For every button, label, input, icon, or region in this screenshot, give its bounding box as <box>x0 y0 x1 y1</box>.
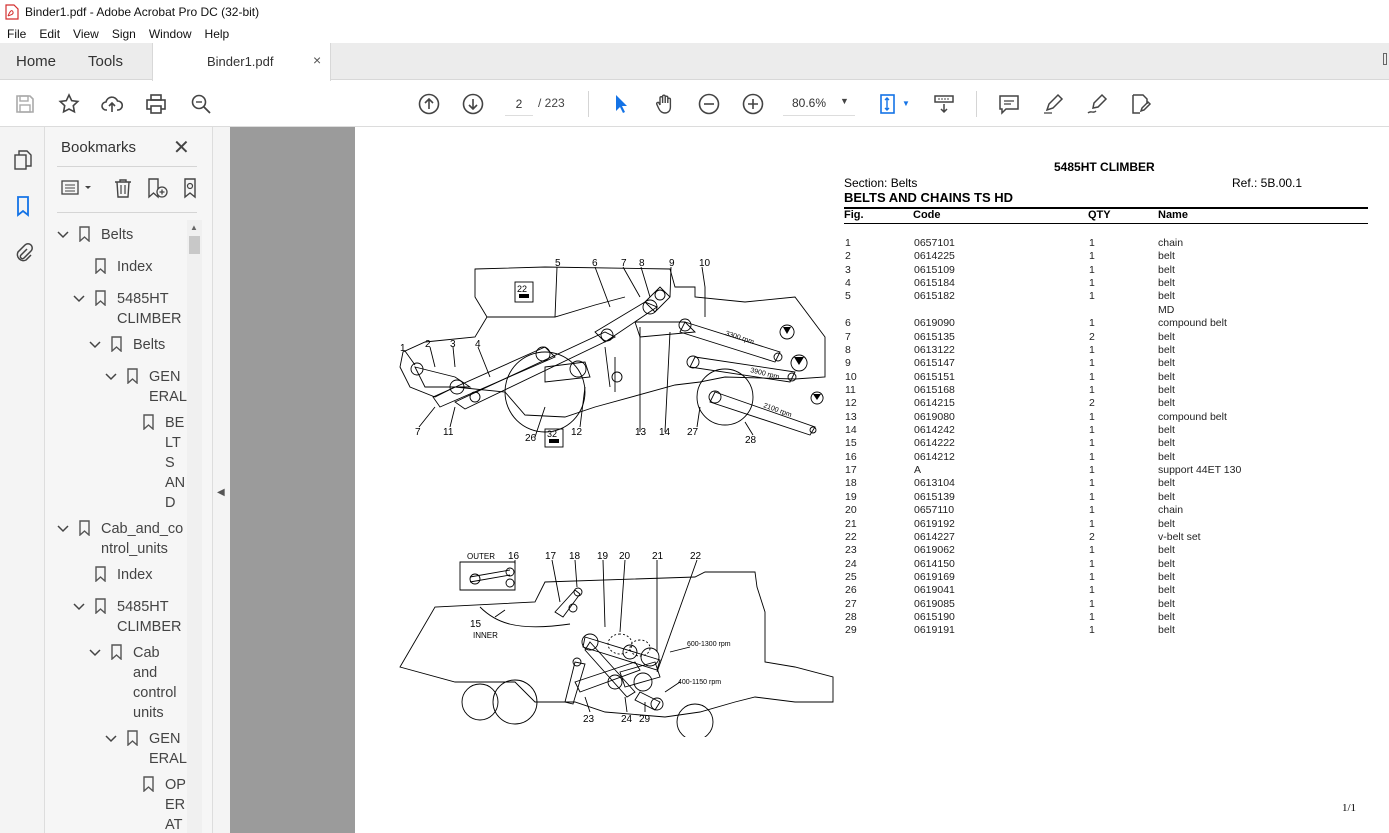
delete-bookmark-icon[interactable] <box>112 177 134 202</box>
cell-code: 0619041 <box>914 584 955 597</box>
cell-name: support 44ET 130 <box>1158 464 1242 477</box>
cell-code: 0619090 <box>914 317 955 330</box>
page-thumbnails-icon[interactable] <box>10 147 36 173</box>
table-row <box>844 504 1368 517</box>
cell-qty: 1 <box>1089 450 1095 463</box>
callout-label: 1 <box>400 343 406 354</box>
callout-label: 6 <box>592 258 598 269</box>
close-icon[interactable]: ✕ <box>173 137 190 159</box>
column-header-code: Code <box>913 209 941 221</box>
callout-label: 19 <box>597 552 609 562</box>
chevron-down-icon[interactable] <box>89 647 101 659</box>
chevron-down-icon[interactable] <box>105 371 117 383</box>
bookmark-icon <box>95 566 106 582</box>
callout-label: 26 <box>525 433 537 444</box>
window-title: Binder1.pdf - Adobe Acrobat Pro DC (32-bit) <box>25 5 260 19</box>
callout-label: 13 <box>635 427 647 438</box>
table-row <box>844 611 1368 624</box>
bookmark-icon <box>111 644 122 660</box>
tab-document-label: Binder1.pdf <box>207 54 274 69</box>
cell-code: 0614215 <box>914 397 955 410</box>
table-row <box>844 317 1368 330</box>
cell-name: belt <box>1158 330 1175 343</box>
table-row <box>844 357 1368 370</box>
save-icon[interactable] <box>12 91 38 117</box>
bookmark-icon <box>111 336 122 352</box>
collapse-panel-icon[interactable]: ◀ <box>217 487 225 498</box>
bookmark-search-icon[interactable] <box>181 177 203 202</box>
chevron-down-icon[interactable] <box>89 339 101 351</box>
table-row <box>844 531 1368 544</box>
bookmark-icon <box>143 776 154 792</box>
cell-code: 0619169 <box>914 570 955 583</box>
cell-name: compound belt <box>1158 317 1227 330</box>
cell-qty: 1 <box>1089 370 1095 383</box>
callout-label: 3 <box>450 339 456 350</box>
cell-fig: 4 <box>845 277 851 290</box>
cell-name: belt <box>1158 544 1175 557</box>
bookmark-icon <box>79 520 90 536</box>
cell-name: belt <box>1158 397 1175 410</box>
boxed-label: 22 <box>517 284 528 294</box>
cell-code: 0657110 <box>914 504 955 517</box>
cell-qty: 2 <box>1089 397 1095 410</box>
menu-help[interactable]: Help <box>204 26 230 41</box>
cell-name: belt <box>1158 437 1175 450</box>
callout-label: 14 <box>659 427 671 438</box>
chevron-down-icon[interactable] <box>73 293 85 305</box>
table-row <box>844 624 1368 637</box>
callout-label: 12 <box>571 427 583 438</box>
table-row <box>844 544 1368 557</box>
cell-name: belt <box>1158 343 1175 356</box>
cell-code: 0615184 <box>914 277 955 290</box>
select-cursor-icon[interactable] <box>608 91 634 117</box>
callout-label: 18 <box>569 552 581 562</box>
cell-fig: 13 <box>845 410 857 423</box>
callout-label: 4 <box>475 339 481 350</box>
callout-label: 11 <box>443 427 454 438</box>
callout-label: 27 <box>687 427 699 438</box>
bookmark-icon[interactable] <box>10 193 36 219</box>
table-row <box>844 491 1368 504</box>
table-row <box>844 598 1368 611</box>
cell-fig: 5 <box>845 290 851 303</box>
menu-window[interactable]: Window <box>148 26 192 41</box>
zoom-out-icon[interactable] <box>696 91 722 117</box>
title-bar <box>0 0 1389 24</box>
previous-page-icon[interactable] <box>416 91 442 117</box>
draw-sign-icon[interactable] <box>1084 91 1110 117</box>
fit-dropdown-arrow[interactable]: ▼ <box>902 99 910 108</box>
cell-qty: 1 <box>1089 237 1095 249</box>
bookmark-item[interactable]: Belts <box>101 227 134 243</box>
cell-code: 0614150 <box>914 557 955 570</box>
cell-fig: 10 <box>845 370 857 383</box>
speed-label: 400-1150 rpm <box>678 679 722 686</box>
divider <box>57 212 197 213</box>
cell-code: 0615135 <box>914 330 955 343</box>
diagram-label-outer: OUTER <box>467 552 495 561</box>
hand-tool-icon[interactable] <box>652 91 678 117</box>
next-page-icon[interactable] <box>460 91 486 117</box>
table-row <box>844 331 1368 344</box>
options-menu-icon[interactable] <box>61 177 95 202</box>
callout-label: 17 <box>545 552 557 562</box>
cell-code: 0619080 <box>914 410 955 423</box>
cell-name: compound belt <box>1158 410 1227 423</box>
table-row <box>844 437 1368 450</box>
pdf-page <box>355 127 1389 833</box>
table-row <box>844 397 1368 410</box>
cell-name: belt <box>1158 557 1175 570</box>
table-row <box>844 250 1368 263</box>
bookmark-icon <box>95 290 106 306</box>
menu-bar <box>0 24 1389 43</box>
cell-qty: 1 <box>1089 357 1095 370</box>
cell-name: belt <box>1158 570 1175 583</box>
scroll-mode-icon[interactable] <box>931 91 957 117</box>
zoom-level-value: 80.6% <box>792 96 827 110</box>
cell-fig: 1 <box>845 237 851 249</box>
toolbar-divider <box>588 91 589 117</box>
left-navigation-rail <box>0 127 45 833</box>
bookmark-icon <box>79 226 90 242</box>
cell-name: belt <box>1158 450 1175 463</box>
speed-label: 600-1300 rpm <box>687 641 731 648</box>
scrollbar-thumb[interactable] <box>189 236 200 254</box>
bookmark-item[interactable]: Cab and control units <box>133 645 177 721</box>
chevron-down-icon: ▼ <box>840 96 849 106</box>
cell-code: 0615182 <box>914 290 955 303</box>
new-bookmark-icon[interactable] <box>145 177 169 202</box>
cell-fig: 27 <box>845 597 857 610</box>
menu-view[interactable]: View <box>73 26 99 41</box>
cell-qty: 1 <box>1089 517 1095 530</box>
speed-label: 3900 rpm <box>749 367 780 382</box>
cell-code: 0614212 <box>914 450 955 463</box>
panel-toggle-icon[interactable] <box>1383 53 1387 65</box>
cell-fig: 15 <box>845 437 857 450</box>
toolbar <box>0 81 1389 127</box>
table-row <box>844 558 1368 571</box>
callout-label: 28 <box>745 435 757 446</box>
cell-fig: 9 <box>845 357 851 370</box>
cell-name: belt <box>1158 357 1175 370</box>
cell-qty: 1 <box>1089 383 1095 396</box>
table-row <box>844 518 1368 531</box>
bookmark-item[interactable]: 5485HT CLIMBER <box>117 291 182 327</box>
callout-label: 29 <box>639 714 651 725</box>
bookmark-item[interactable]: 5485HT CLIMBER <box>117 599 182 635</box>
menu-sign[interactable]: Sign <box>111 26 136 41</box>
belt-diagram-bottom <box>395 552 835 737</box>
bookmark-item[interactable]: GENERAL <box>149 369 187 405</box>
cell-fig: 21 <box>845 517 857 530</box>
tab-document[interactable] <box>152 43 331 81</box>
cell-qty: 1 <box>1089 263 1095 276</box>
speed-label: 2100 rpm <box>762 402 793 419</box>
cell-qty: 1 <box>1089 504 1095 517</box>
chevron-down-icon[interactable] <box>57 229 69 241</box>
page-number: 1/1 <box>1342 802 1357 814</box>
callout-label: 7 <box>415 427 421 438</box>
table-row <box>844 411 1368 424</box>
cell-name: v-belt set <box>1158 530 1201 543</box>
cell-qty: 1 <box>1089 317 1095 330</box>
print-icon[interactable] <box>143 91 169 117</box>
tab-tools[interactable]: Tools <box>88 53 124 70</box>
cell-qty: 2 <box>1089 530 1095 543</box>
table-row <box>844 277 1368 290</box>
cell-code: 0613122 <box>914 343 955 356</box>
bookmark-icon <box>127 368 138 384</box>
column-header-fig: Fig. <box>844 209 864 221</box>
divider <box>57 166 197 167</box>
column-header-name: Name <box>1158 209 1188 221</box>
table-row <box>844 304 1368 317</box>
cell-qty: 2 <box>1089 330 1095 343</box>
cell-fig: 8 <box>845 343 851 356</box>
table-row <box>844 571 1368 584</box>
cell-qty: 1 <box>1089 464 1095 477</box>
cell-qty: 1 <box>1089 424 1095 437</box>
cell-fig: 22 <box>845 530 857 543</box>
cell-code: 0614222 <box>914 437 955 450</box>
cell-name: belt <box>1158 584 1175 597</box>
cell-name: belt <box>1158 624 1175 637</box>
panel-splitter[interactable] <box>212 127 230 833</box>
bookmark-item[interactable]: BELTS AND <box>165 415 186 511</box>
attachment-icon[interactable] <box>10 239 36 265</box>
cell-qty: 1 <box>1089 277 1095 290</box>
cell-code: 0614227 <box>914 530 955 543</box>
speed-label: 3300 rpm <box>724 330 755 347</box>
page-total: / 223 <box>538 96 565 110</box>
zoom-level-select[interactable] <box>783 92 855 116</box>
cell-fig: 17 <box>845 464 857 477</box>
cell-name: belt <box>1158 477 1175 490</box>
cell-name: belt <box>1158 611 1175 624</box>
bookmarks-title: Bookmarks <box>61 139 137 156</box>
cell-name: belt <box>1158 424 1175 437</box>
callout-label: 5 <box>555 258 561 269</box>
bookmark-item[interactable]: Index <box>117 259 153 275</box>
bookmark-item[interactable]: Index <box>117 567 153 583</box>
belt-diagram-top <box>395 257 835 457</box>
table-row <box>844 290 1368 303</box>
tab-bar <box>0 43 1389 80</box>
cell-name: belt <box>1158 290 1175 303</box>
cell-code: 0619062 <box>914 544 955 557</box>
cell-qty: 1 <box>1089 570 1095 583</box>
cell-code: 0614242 <box>914 424 955 437</box>
table-row <box>844 237 1368 250</box>
callout-label: 21 <box>652 552 664 562</box>
cell-fig: 12 <box>845 397 857 410</box>
cell-qty: 1 <box>1089 544 1095 557</box>
cell-qty: 1 <box>1089 611 1095 624</box>
bookmark-icon <box>143 414 154 430</box>
cell-fig: 25 <box>845 570 857 583</box>
callout-label: 24 <box>621 714 633 725</box>
callout-label: 22 <box>690 552 702 562</box>
cell-qty: 1 <box>1089 343 1095 356</box>
table-row <box>844 477 1368 490</box>
header-rule <box>844 223 1368 224</box>
callout-label: 10 <box>699 258 711 269</box>
cell-code: 0619085 <box>914 597 955 610</box>
cell-name: belt <box>1158 490 1175 503</box>
cell-name: belt <box>1158 250 1175 263</box>
table-row <box>844 371 1368 384</box>
cell-fig: 26 <box>845 584 857 597</box>
find-zoom-icon[interactable] <box>188 91 214 117</box>
callout-label: 23 <box>583 714 595 725</box>
table-row <box>844 584 1368 597</box>
toolbar-divider <box>976 91 977 117</box>
cell-qty: 1 <box>1089 624 1095 637</box>
table-row <box>844 424 1368 437</box>
document-heading: BELTS AND CHAINS TS HD <box>844 190 1013 205</box>
acrobat-app-icon <box>5 4 19 20</box>
callout-label: 20 <box>619 552 631 562</box>
cell-code: 0619192 <box>914 517 955 530</box>
cell-code: 0615109 <box>914 263 955 276</box>
cell-qty: 1 <box>1089 250 1095 263</box>
column-header-qty: QTY <box>1088 209 1111 221</box>
bookmark-icon <box>95 258 106 274</box>
bookmark-item[interactable]: Belts <box>133 337 166 353</box>
tab-home[interactable]: Home <box>16 53 57 70</box>
table-row <box>844 344 1368 357</box>
star-icon[interactable] <box>56 91 82 117</box>
cell-fig: 2 <box>845 250 851 263</box>
callout-label: 8 <box>639 258 645 269</box>
bookmarks-scrollbar[interactable] <box>187 220 202 833</box>
cell-name: belt <box>1158 370 1175 383</box>
bookmark-item[interactable]: OPERAT <box>165 777 186 833</box>
cell-fig: 28 <box>845 611 857 624</box>
bookmark-icon <box>127 730 138 746</box>
cell-name: chain <box>1158 504 1184 517</box>
close-tab-icon[interactable]: × <box>313 52 322 68</box>
comment-icon[interactable] <box>996 91 1022 117</box>
cell-qty: 1 <box>1089 410 1095 423</box>
cell-code: 0613104 <box>914 477 955 490</box>
zoom-in-icon[interactable] <box>740 91 766 117</box>
cell-code: 0615168 <box>914 383 955 396</box>
cell-name: belt <box>1158 517 1175 530</box>
cell-code: 0614225 <box>914 250 955 263</box>
page-number-input[interactable] <box>505 92 533 116</box>
bookmark-item[interactable]: Cab_and_control_units <box>101 521 184 557</box>
cell-name: belt <box>1158 597 1175 610</box>
document-title: 5485HT CLIMBER <box>1054 160 1155 174</box>
cell-code: 0615190 <box>914 611 955 624</box>
document-section: Section: Belts <box>844 176 918 190</box>
cell-fig: 29 <box>845 624 857 637</box>
cell-code: 0615151 <box>914 370 955 383</box>
cell-qty: 1 <box>1089 597 1095 610</box>
cell-code: 0619191 <box>914 624 955 637</box>
fit-page-icon[interactable] <box>876 91 902 117</box>
cell-code: A <box>914 464 922 477</box>
callout-label: 7 <box>621 258 627 269</box>
boxed-label: 32 <box>547 429 558 439</box>
chevron-down-icon[interactable] <box>105 733 117 745</box>
cell-fig: 24 <box>845 557 857 570</box>
cell-fig: 11 <box>845 383 856 396</box>
callout-label: 9 <box>669 258 675 269</box>
cell-fig: 20 <box>845 504 857 517</box>
cell-code: 0615147 <box>914 357 955 370</box>
table-row <box>844 464 1368 477</box>
cell-qty: 1 <box>1089 584 1095 597</box>
upload-cloud-icon[interactable] <box>99 91 125 117</box>
chevron-down-icon[interactable] <box>57 523 69 535</box>
cell-qty: 1 <box>1089 290 1095 303</box>
bookmarks-toolbar <box>57 175 207 203</box>
bookmark-item[interactable]: GENERAL <box>149 731 187 767</box>
cell-name: belt <box>1158 383 1175 396</box>
cell-fig: 23 <box>845 544 857 557</box>
cell-name: chain <box>1158 237 1184 249</box>
callout-label: 2 <box>425 339 431 350</box>
document-reference: Ref.: 5B.00.1 <box>1232 176 1303 190</box>
table-row <box>844 384 1368 397</box>
cell-fig: 19 <box>845 490 857 503</box>
cell-fig: 6 <box>845 317 851 330</box>
table-row <box>844 451 1368 464</box>
cell-code: 0615139 <box>914 490 955 503</box>
cell-name: MD <box>1158 303 1175 316</box>
cell-fig: 7 <box>845 330 851 343</box>
cell-fig: 16 <box>845 450 857 463</box>
highlight-pen-icon[interactable] <box>1040 91 1066 117</box>
cell-fig: 3 <box>845 263 851 276</box>
cell-name: belt <box>1158 277 1175 290</box>
chevron-down-icon[interactable] <box>73 601 85 613</box>
cell-name: belt <box>1158 263 1175 276</box>
bookmark-icon <box>95 598 106 614</box>
callout-label: 16 <box>508 552 520 562</box>
cell-qty: 1 <box>1089 477 1095 490</box>
menu-file[interactable]: File <box>7 26 27 41</box>
menu-edit[interactable]: Edit <box>39 26 61 41</box>
cell-fig: 14 <box>845 424 857 437</box>
table-row <box>844 264 1368 277</box>
cell-qty: 1 <box>1089 490 1095 503</box>
callout-label: 15 <box>470 619 482 630</box>
cell-qty: 1 <box>1089 557 1095 570</box>
edit-document-icon[interactable] <box>1127 91 1153 117</box>
cell-fig: 18 <box>845 477 857 490</box>
parts-table <box>844 237 1368 638</box>
scroll-up-icon[interactable]: ▲ <box>190 223 198 232</box>
cell-code: 0657101 <box>914 237 955 249</box>
cell-qty: 1 <box>1089 437 1095 450</box>
diagram-label-inner: INNER <box>473 631 498 640</box>
bookmark-tree <box>45 219 190 833</box>
